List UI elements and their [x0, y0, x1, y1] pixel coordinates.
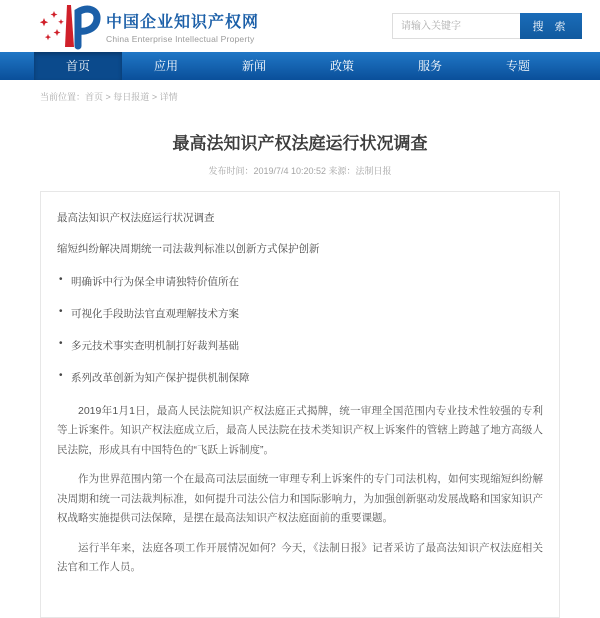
search-button[interactable]: 搜 索: [520, 13, 582, 39]
breadcrumb-separator: >: [103, 92, 114, 102]
search-area: [392, 13, 582, 39]
site-title-block: [106, 9, 259, 44]
article-content-box: [40, 191, 560, 618]
nav-item-special[interactable]: 专题: [505, 59, 530, 73]
breadcrumb-home[interactable]: 首页: [85, 92, 104, 102]
main-nav: [0, 52, 600, 80]
nav-item-service[interactable]: 服务: [417, 59, 442, 73]
breadcrumb: [40, 90, 600, 103]
list-item: • 可视化手段助法官直观理解技术方案: [57, 306, 543, 321]
article-paragraph: 作为世界范围内第一个在最高司法层面统一审理专利上诉案件的专门司法机构，如何实现缩短纠纷解决周期和统一司法裁判标准，如何提升司法公信力和国际影响力，为加强创新驱动发展战略和国家知识产权战略实施提供司法保障，是摆在最高法知识产权法庭面前的重要课题。: [57, 473, 543, 525]
site-logo[interactable]: [34, 4, 259, 48]
content-subheading: 缩短纠纷解决周期统一司法裁判标准以创新方式保护创新: [57, 243, 320, 255]
list-item: • 明确诉中行为保全申请独特价值所在: [57, 274, 543, 289]
search-input[interactable]: [392, 13, 520, 39]
highlight-list: [57, 274, 543, 385]
site-name-en: China Enterprise Intellectual Property: [106, 33, 255, 44]
site-name: 中国企业知识产权网: [106, 13, 260, 31]
list-item: • 多元技术事实查明机制打好裁判基础: [57, 338, 543, 353]
list-item: • 系列改革创新为知产保护提供机制保障: [57, 370, 543, 385]
breadcrumb-separator-2: >: [149, 92, 160, 102]
page-title: 最高法知识产权法庭运行状况调查: [172, 134, 428, 153]
nav-item-home[interactable]: 首页: [34, 52, 122, 80]
breadcrumb-daily-report[interactable]: 每日报道: [113, 92, 150, 102]
site-header: [0, 0, 600, 52]
nav-item-news[interactable]: 新闻: [241, 59, 266, 73]
breadcrumb-detail: 详情: [159, 92, 178, 102]
content-heading: 最高法知识产权法庭运行状况调查: [57, 212, 215, 224]
nav-item-application[interactable]: 应用: [153, 59, 178, 73]
nav-item-policy[interactable]: 政策: [329, 59, 354, 73]
logo-icon: [34, 4, 100, 48]
breadcrumb-label: 当前位置：: [40, 92, 86, 102]
article-paragraph: 2019年1月1日，最高人民法院知识产权法庭正式揭牌，统一审理全国范围内专业技术性较强的专利等上诉案件。知识产权法庭成立后，最高人民法院在技术类知识产权上诉案件的管辖上跨越了地方高级人民法院，形成具有中国特色的“飞跃上诉制度”。: [57, 405, 543, 456]
article-meta: 发布时间：2019/7/4 10:20:52 来源：法制日报: [208, 166, 392, 176]
article-paragraph: 运行半年来，法庭各项工作开展情况如何？今天，《法制日报》记者采访了最高法知识产权法庭相关法官和工作人员。: [57, 541, 543, 573]
